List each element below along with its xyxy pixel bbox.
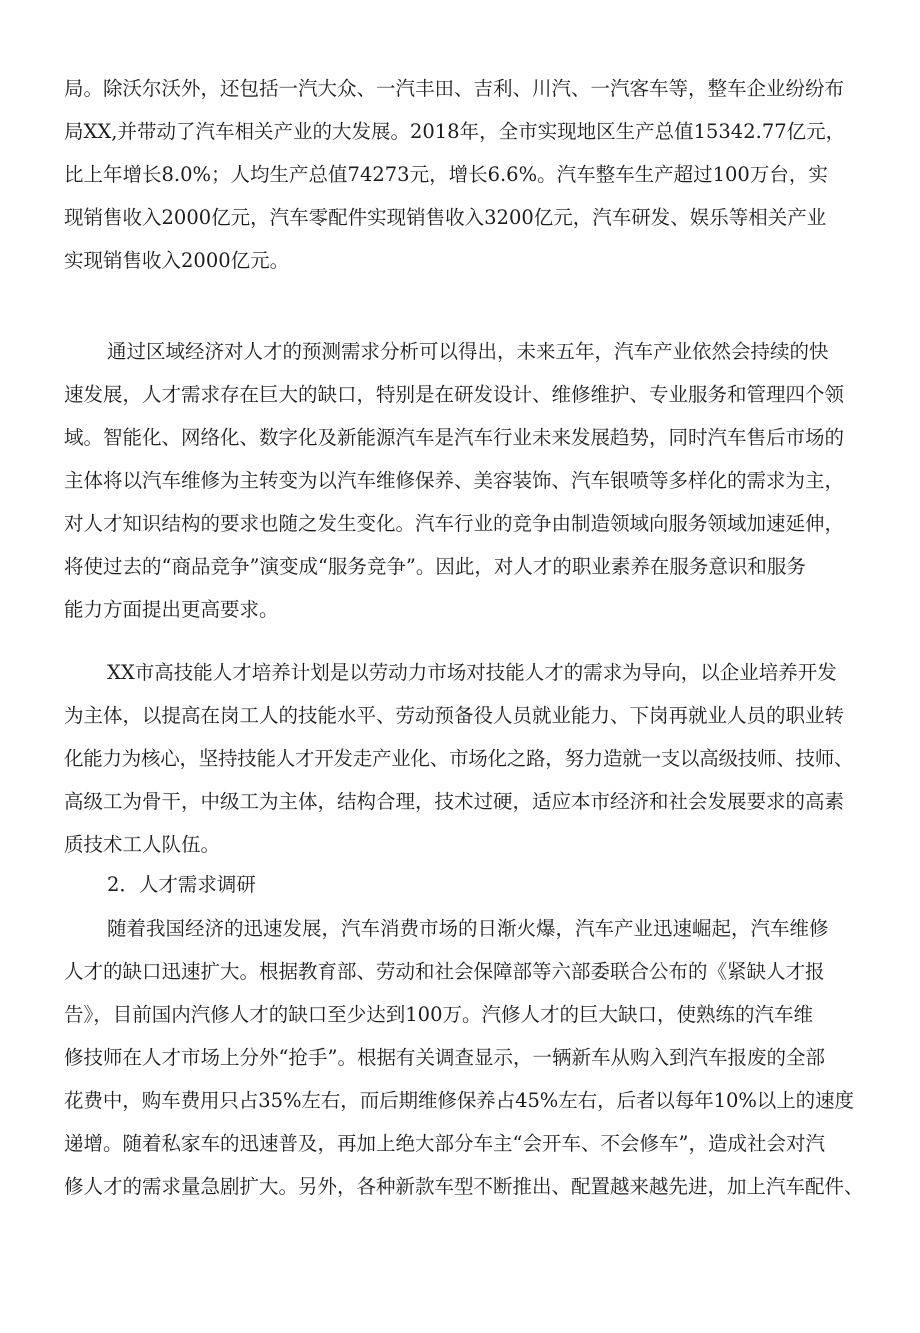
text-line: 高级工为骨干，中级工为主体，结构合理，技术过硬，适应本市经济和社会发展要求的高素	[64, 790, 845, 813]
text-line: 修人才的需求量急剧扩大。另外，各种新款车型不断推出、配置越来越先进，加上汽车配件、	[64, 1175, 864, 1198]
text-line: 速发展，人才需求存在巨大的缺口，特别是在研发设计、维修维护、专业服务和管理四个领	[64, 383, 845, 406]
text-line: 质技术工人队伍。	[64, 833, 221, 856]
text-line: 花费中，购车费用只占35%左右，而后期维修保养占45%左右，后者以每年10%以上的速度	[64, 1089, 854, 1112]
text-line: 通过区域经济对人才的预测需求分析可以得出，未来五年，汽车产业依然会持续的快	[107, 340, 829, 363]
text-line: 实现销售收入2000亿元。	[64, 249, 290, 272]
text-line: 局XX,并带动了汽车相关产业的大发展。2018年，全市实现地区生产总值15342.77亿元，	[64, 120, 846, 143]
text-line: 告》，目前国内汽修人才的缺口至少达到100万。汽修人才的巨大缺口，使熟练的汽车维	[64, 1003, 813, 1026]
text-line: 比上年增长8.0%；人均生产总值74273元，增长6.6%。汽车整车生产超过100万台，实	[64, 163, 828, 186]
section-heading: 2．人才需求调研	[107, 873, 256, 896]
text-line: 递增。随着私家车的迅速普及，再加上绝大部分车主“会开车、不会修车”，造成社会对汽	[64, 1132, 825, 1155]
text-line: 能力方面提出更高要求。	[64, 598, 279, 621]
text-line: 域。智能化、网络化、数字化及新能源汽车是汽车行业未来发展趋势，同时汽车售后市场的	[64, 426, 845, 449]
text-line: XX市高技能人才培养计划是以劳动力市场对技能人才的需求为导向，以企业培养开发	[107, 661, 837, 684]
text-line: 主体将以汽车维修为主转变为以汽车维修保养、美容装饰、汽车银喷等多样化的需求为主，	[64, 469, 845, 492]
text-line: 为主体，以提高在岗工人的技能水平、劳动预备役人员就业能力、下岗再就业人员的职业转	[64, 704, 845, 727]
text-line: 化能力为核心，坚持技能人才开发走产业化、市场化之路，努力造就一支以高级技师、技师、	[64, 747, 854, 770]
text-line: 现销售收入2000亿元，汽车零配件实现销售收入3200亿元，汽车研发、娱乐等相关产业	[64, 206, 827, 229]
text-line: 对人才知识结构的要求也随之发生变化。汽车行业的竞争由制造领域向服务领域加速延伸，	[64, 512, 845, 535]
text-line: 人才的缺口迅速扩大。根据教育部、劳动和社会保障部等六部委联合公布的《紧缺人才报	[64, 960, 825, 983]
text-line: 随着我国经济的迅速发展，汽车消费市场的日渐火爆，汽车产业迅速崛起，汽车维修	[107, 917, 829, 940]
text-line: 修技师在人才市场上分外“抢手”。根据有关调查显示，一辆新车从购入到汽车报废的全部	[64, 1046, 825, 1069]
text-line: 局。除沃尔沃外，还包括一汽大众、一汽丰田、吉利、川汽、一汽客车等，整车企业纷纷布	[64, 77, 845, 100]
text-line: 将使过去的“商品竞争”演变成“服务竞争”。因此，对人才的职业素养在服务意识和服务	[64, 555, 806, 578]
